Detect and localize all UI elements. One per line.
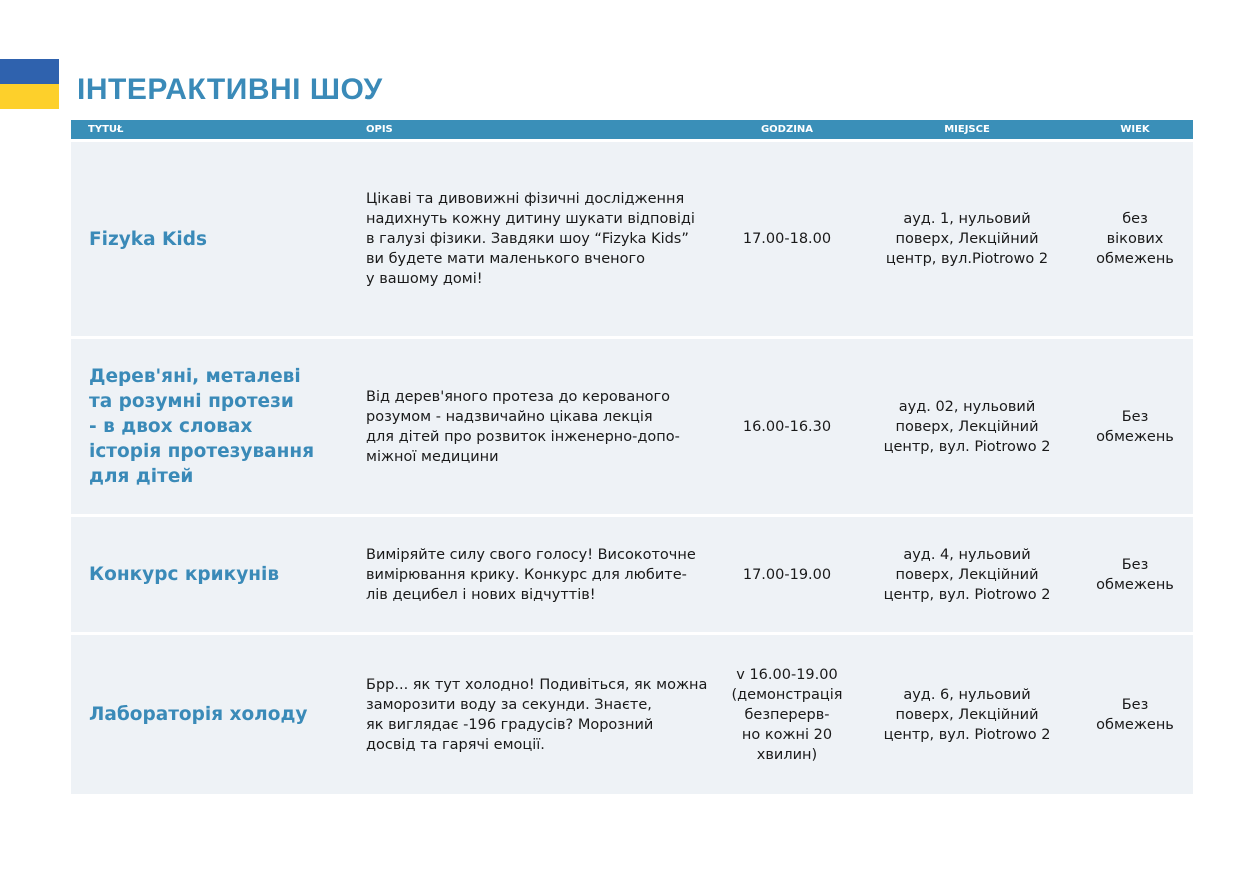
page-title: ІНТЕРАКТИВНІ ШОУ [77,73,383,106]
event-place: ауд. 4, нульовий поверх, Лекційний центр, вул. Piotrowo 2 [883,546,1051,603]
table-row [71,517,1193,632]
column-header-time: GODZINA [760,124,814,135]
event-age: без вікових обмежень [1096,211,1174,267]
event-time: 17.00-18.00 [742,231,832,247]
flag-yellow-stripe [0,84,59,109]
event-description: Виміряйте силу свого голосу! Високоточне вимірювання крику. Конкурс для любите- лів децибел і нових відчуттів! [366,546,696,603]
event-description: Брр... як тут холодно! Подивіться, як можна заморозити воду за секунди. Знаєте, як виглядає -196 градусів? Морозний досвід та гарячі емоції. [366,676,708,753]
table-row [71,142,1193,336]
event-time: 17.00-19.00 [742,566,832,583]
event-title: Конкурс крикунів [89,564,280,585]
event-title: Fizyka Kids [89,228,207,250]
event-title: Лабораторія холоду [89,704,308,725]
event-place: ауд. 02, нульовий поверх, Лекційний центр, вул. Piotrowo 2 [883,398,1051,455]
event-age: Без обмежень [1096,696,1174,733]
event-age: Без обмежень [1096,556,1174,593]
event-description: Від дерев'яного протеза до керованого розумом - надзвичайно цікава лекція для дітей про розвиток інженерно-допо- міжної медицини [366,388,680,465]
event-title: Дерев'яні, металеві та розумні протези - в двох словах історія протезування для дітей [89,366,315,487]
table-header [71,120,1193,139]
events-table [71,120,1193,794]
column-header-description: OPIS [366,124,393,135]
ukrainian-flag [0,59,59,109]
table-row [71,635,1193,794]
column-header-age: WIEK [1120,124,1150,135]
event-time: 16.00-16.30 [742,418,832,435]
column-header-place: MIEJSCE [944,124,990,135]
table-row [71,339,1193,514]
event-place: ауд. 6, нульовий поверх, Лекційний центр, вул. Piotrowo 2 [883,686,1051,743]
column-header-title: TYTUŁ [88,124,124,135]
event-time: v 16.00-19.00 (демонстрація безперерв- но кожні 20 хвилин) [731,666,843,763]
event-age: Без обмежень [1096,408,1174,445]
event-description: Цікаві та дивовижні фізичні дослідження надихнуть кожну дитину шукати відповіді в галузі фізики. Завдяки шоу “Fizyka Kids” ви будете мати маленького вченого у вашому домі! [366,191,695,287]
flag-blue-stripe [0,59,59,84]
event-place: ауд. 1, нульовий поверх, Лекційний центр, вул.Piotrowo 2 [885,211,1049,267]
